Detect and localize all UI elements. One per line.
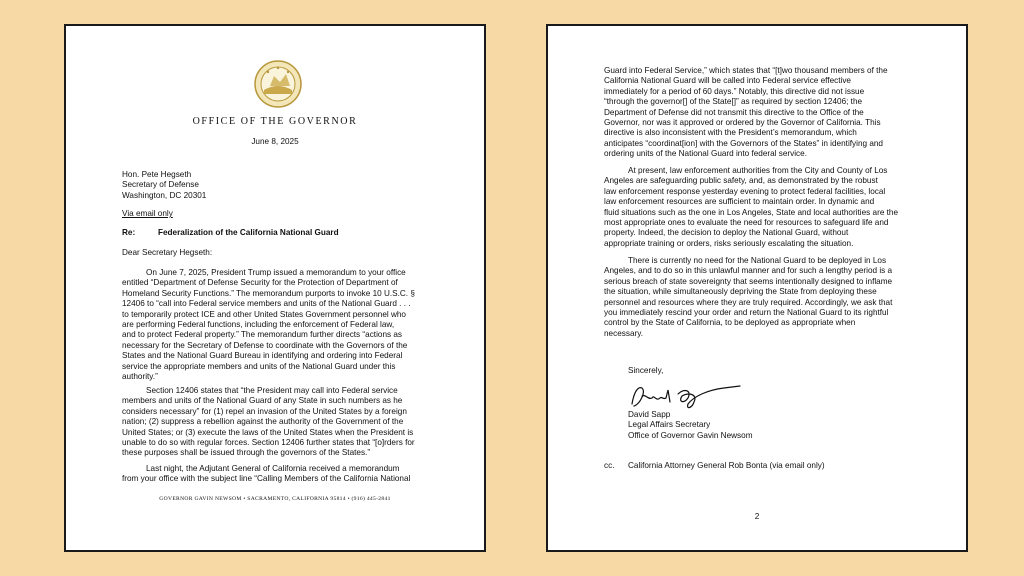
paragraph-line: unable to do so with regular forces. Section 12406 further states that “[o]rders for [122,438,415,448]
paragraph-line: States and the National Guard Bureau in identifying and ordering into Federal [122,351,403,361]
letter-date: June 8, 2025 [251,137,299,146]
paragraph-line: Guard into Federal Service,” which states that “[t]wo thousand members of the [604,66,888,75]
paragraph-line: you immediately rescind your order and return the National Guard to its rightful [604,308,889,318]
paragraph-line: and to protect Federal property.” The memorandum further directs “actions as [122,330,403,340]
paragraph-5 [604,256,892,339]
paragraph-4 [604,166,898,249]
paragraph-line: 12406 to “call into Federal service members and units of the National Guard . . . [122,299,411,309]
paragraph-line: these purposes shall be issued through the governors of the States.” [122,448,371,458]
paragraph-line: necessary for the Secretary of Defense to coordinate with the Governors of the [122,340,408,350]
paragraph-line: ordering units of the National Guard into federal service. [604,149,807,159]
paragraph-line: fluid situations such as the one in Los Angeles, State and local authorities are the [604,207,899,217]
paragraph-line: necessary. [604,328,643,338]
re-label: Re: [122,228,136,237]
paragraph-line: Section 12406 states that “the President may call into Federal service [146,386,398,395]
delivery-note: Via email only [122,209,173,218]
paragraph-line: appropriate training or orders, risks seriously escalating the situation. [604,238,854,248]
signer-block [628,410,753,441]
paragraph-line: from your office with the subject line “Calling Members of the California National [122,474,411,484]
paragraph-line: control by the State of California, to be deployed as appropriate when [604,318,856,328]
paragraph-line: nation; (2) suppress a rebellion against the authority of the Government of the [122,417,404,427]
paragraph-2 [122,386,415,459]
address-line: Hon. Pete Hegseth [122,170,192,179]
paragraph-line: immediately for a period of 60 days.” Notably, this directive did not issue [604,86,865,96]
paragraph-line: Homeland Security Functions.” The memorandum purports to invoke 10 U.S.C. § [122,288,415,298]
letter-page-2 [546,24,968,552]
paragraph-line: There is currently no need for the National Guard to be deployed in Los [628,256,887,265]
paragraph-line: “through the governor[] of the State[]” as required by section 12406; the [604,97,863,107]
paragraph-line: California National Guard will be called into Federal service effective [604,76,851,86]
paragraph-line: members and units of the National Guard of any State in such numbers as he [122,396,403,406]
paragraph-line: directive is also inconsistent with the President’s memorandum, which [604,128,857,138]
paragraph-line: At present, law enforcement authorities from the City and County of Los [628,166,888,175]
paragraph-line: considers necessary” for (1) repel an invasion of the United States by a foreign [122,406,407,416]
signer-title: Legal Affairs Secretary [628,420,711,430]
signature-icon [628,382,746,412]
address-line: Secretary of Defense [122,180,199,190]
paragraph-line: Angeles, and to do so in this unlawful manner and for such a lengthy period is a [604,266,893,276]
paragraph-line: entitled “Department of Defense Security for the Protection of Department of [122,278,398,288]
page-number: 2 [754,512,760,521]
paragraph-line: most appropriate ones to evaluate the need for resources to safeguard life and [604,218,889,228]
signer-name: David Sapp [628,410,671,419]
paragraph-line: authority.” [122,372,158,382]
paragraph-line: On June 7, 2025, President Trump issued a memorandum to your office [146,268,406,277]
paragraph-continued [604,66,888,160]
paragraph-line: to temporarily protect ICE and other United States Government personnel who [122,309,406,319]
letter-page-1 [64,24,486,552]
paragraph-line: Last night, the Adjutant General of California received a memorandum [146,464,400,473]
paragraph-line: service the appropriate members and units of the National Guard under this [122,361,396,371]
paragraph-line: personnel and resources where they are truly required. Accordingly, we ask that [604,297,893,307]
address-line: Washington, DC 20301 [122,190,207,200]
paragraph-line: law enforcement response yesterday evening to protect federal facilities, local [604,186,886,196]
paragraph-line: Department of Defense did not transmit this directive to the Office of the [604,107,864,117]
letterhead-footer: GOVERNOR GAVIN NEWSOM • SACRAMENTO, CALIFORNIA 95814 • (916) 445-2841 [159,496,391,502]
paragraph-line: Angeles are safeguarding public safety, and, as demonstrated by the robust [604,176,878,186]
paragraph-line: are performing Federal functions, including the enforcement of Federal law, [122,320,395,330]
signer-office: Office of Governor Gavin Newsom [628,430,753,440]
closing: Sincerely, [628,366,664,375]
state-seal-icon [254,60,302,108]
office-heading: OFFICE OF THE GOVERNOR [192,116,358,127]
paragraph-line: anticipates “coordinat[ion] with the Governors of the States” in identifying and [604,138,883,148]
paragraph-line: property. Indeed, the decision to deploy the National Guard, without [604,228,849,238]
recipient-address [122,170,206,201]
cc-recipient: California Attorney General Rob Bonta (via email only) [628,461,825,470]
paragraph-line: Governor, nor was it approved or ordered by the Governor of California. This [604,118,881,128]
re-subject: Federalization of the California National Guard [158,228,339,237]
paragraph-1 [122,268,415,382]
paragraph-line: the situation, while simultaneously depriving the State from deploying these [604,287,877,297]
cc-label: cc. [604,461,615,470]
paragraph-line: serious breach of state sovereignty that seems intentionally designed to inflame [604,276,893,286]
salutation: Dear Secretary Hegseth: [122,248,213,257]
paragraph-3 [122,464,410,485]
paragraph-line: law enforcement resources are sufficient to maintain order. In dynamic and [604,197,875,207]
paragraph-line: United States; or (3) execute the laws of the United States when the President is [122,427,414,437]
